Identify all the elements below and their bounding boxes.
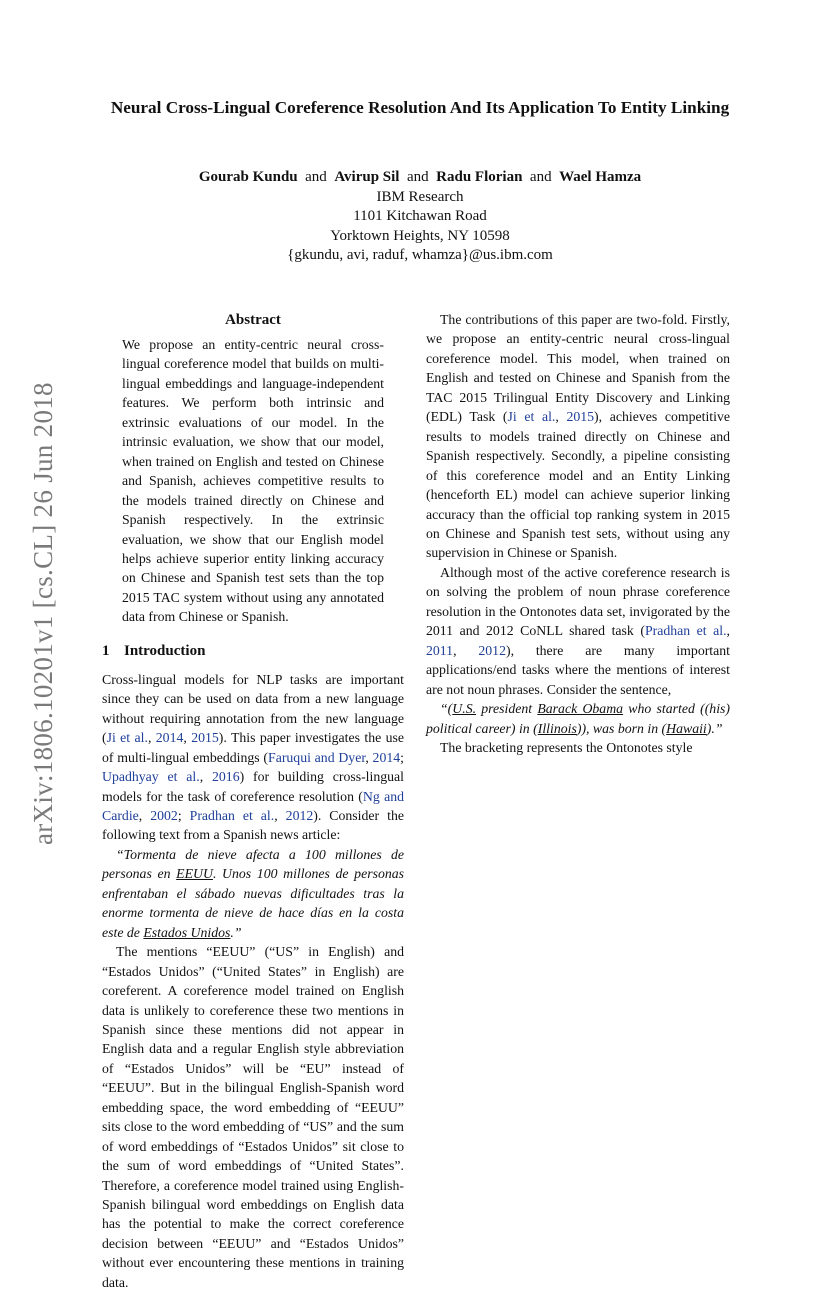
text-run: , xyxy=(726,623,730,639)
text-run: .” xyxy=(230,924,242,940)
underlined-mention: EEUU xyxy=(176,866,213,882)
citation-link[interactable]: 2011 xyxy=(426,642,454,658)
citation-link[interactable]: Pradhan et al. xyxy=(644,623,727,639)
underlined-mention: Barack Obama xyxy=(537,701,624,717)
text-run: ; xyxy=(400,749,404,765)
paragraph: The mentions “EEUU” (“US” in English) and “Estados Unidos” (“United States” in English) are coreferent. A coreference model trained on English data is unlikely to coreference these two mentions in Spanish since these mentions did not appear in English data and a regular English style abbreviation of “Estados Unidos” will be “EU” instead of “EEUU”. But in the bilingual English-Spanish word embedding space, the word embedding of “EEUU” sits close to the word embedding of “US” and the sum of word embeddings of “Estados Unidos” sit close to the sum of word embeddings of “United States”. Therefore, a coreference model trained using English-Spanish bilingual word embeddings on English data has the potential to make the correct coreference decision between “EEUU” and “Estados Unidos” without ever encountering these mentions in training data. xyxy=(102,944,404,1290)
text-run: , xyxy=(274,807,286,823)
citation-link[interactable]: 2012 xyxy=(285,807,314,823)
citation-link[interactable]: Pradhan et al. xyxy=(189,807,275,823)
text-run: , xyxy=(183,730,192,746)
text-run: The contributions of this paper are two-fold. Firstly, we propose an entity-centric neural cross-lingual coreference model. This model, when trained on English and tested on Chinese and Spanish from the TAC 2015 Trilingual Entity Discovery and Linking (EDL) Task ( xyxy=(426,312,730,425)
address-line: 1101 Kitchawan Road xyxy=(353,208,487,225)
abstract xyxy=(102,335,404,627)
section-title: Introduction xyxy=(124,642,206,659)
underlined-mention: Hawaii xyxy=(666,720,707,736)
text-run: , xyxy=(147,730,156,746)
citation-link[interactable]: Ng and Cardie xyxy=(102,788,404,823)
text-run: , xyxy=(138,807,151,823)
underlined-mention: Estados Unidos xyxy=(143,924,231,940)
left-column xyxy=(102,310,404,1292)
arxiv-identifier: arXiv:1806.10201v1 [cs.CL] 26 Jun 2018 xyxy=(28,382,58,845)
text-run: “( xyxy=(440,701,453,717)
citation-link[interactable]: 2015 xyxy=(566,409,595,425)
author-connector: and xyxy=(529,169,552,185)
underlined-mention: Illinois xyxy=(537,720,577,736)
example-quote-english xyxy=(426,699,730,738)
author-connector: and xyxy=(406,169,429,185)
citation-link[interactable]: Ji et al. xyxy=(507,409,556,425)
author-emails: {gkundu, avi, raduf, whamza}@us.ibm.com xyxy=(287,247,553,264)
text-run: ), achieves competitive results to models trained directly on Chinese and Spanish respectively. Secondly, a pipeline consisting of this coreference model and an Entity Linking (henceforth EL) model can achieve superior linking accuracy than the official top ranking system in 2015 on Chinese and Spanish test sets, without using any supervision in Chinese or Spanish. xyxy=(426,409,730,561)
author-name: Wael Hamza xyxy=(559,169,642,185)
text-run: who started ((his) political career) in ( xyxy=(426,701,730,736)
text-run: , xyxy=(555,409,567,425)
citation-link[interactable]: 2014 xyxy=(155,730,184,746)
author-connector: and xyxy=(305,169,327,185)
author-name: Avirup Sil xyxy=(334,169,400,185)
text-run: ). Consider the following text from a Spanish news article: xyxy=(102,807,404,843)
text-run: , xyxy=(453,642,479,658)
author-block xyxy=(100,168,740,266)
underlined-mention: U.S. xyxy=(452,701,477,717)
paragraph xyxy=(426,310,730,563)
citation-link[interactable]: Faruqui and Dyer xyxy=(268,749,366,765)
abstract-text: We propose an entity-centric neural cross-lingual coreference model that builds on multi-lingual embeddings and language-independent features. We perform both intrinsic and extrinsic evaluations of our model. In the intrinsic evaluation, we show that our model, when trained on English and tested on Chinese and Spanish, achieves competitive results to the models trained directly on Chinese and Spanish respectively. In the extrinsic evaluation, we show that our English model helps achieve superior entity linking accuracy on Chinese and Spanish test sets than the top 2015 TAC system without using any annotated data from Chinese or Spanish. xyxy=(122,337,384,625)
text-run: )), was born in ( xyxy=(576,720,667,736)
citation-link[interactable]: 2014 xyxy=(372,749,401,765)
citation-link[interactable]: 2012 xyxy=(478,642,506,658)
section-number: 1 xyxy=(102,642,110,659)
author-name: Gourab Kundu xyxy=(198,169,298,185)
text-run: Although most of the active coreference research is on solving the problem of noun phrase coreference resolution in the Ontonotes data set, invigorated by the 2011 and 2012 CoNLL shared task ( xyxy=(426,564,730,639)
text-run: president xyxy=(476,701,538,717)
text-run: ; xyxy=(177,807,190,823)
text-run: , xyxy=(365,749,373,765)
text-run: ), there are many important applications/end tasks where the mentions of interest are not noun phrases. Consider the sentence, xyxy=(426,642,730,697)
abstract-heading: Abstract xyxy=(225,312,281,328)
text-run: ). This paper investigates the use of multi-lingual embeddings ( xyxy=(102,730,405,765)
right-column xyxy=(426,310,730,757)
paragraph xyxy=(102,670,404,845)
paper-title: Neural Cross-Lingual Coreference Resolution And Its Application To Entity Linking xyxy=(110,98,730,117)
section-heading xyxy=(102,641,404,661)
example-quote-spanish xyxy=(102,845,404,942)
text-run: “Tormenta de nieve afecta a 100 millones de personas en xyxy=(102,846,404,882)
citation-link[interactable]: Ji et al. xyxy=(106,730,148,746)
text-run: , xyxy=(199,769,212,785)
citation-link[interactable]: 2002 xyxy=(150,807,178,823)
text-run: Cross-lingual models for NLP tasks are important since they can be used on data from a new language without requiring annotation from the new language ( xyxy=(102,671,404,746)
affiliation: IBM Research xyxy=(376,188,464,205)
text-run: . Unos 100 millones de personas enfrentaban el sábado nuevas dificultades tras la enorme tormenta de nieve de hace días en la costa este de xyxy=(102,866,405,940)
author-name: Radu Florian xyxy=(436,169,523,185)
text-run: ).” xyxy=(706,720,723,736)
citation-link[interactable]: 2015 xyxy=(191,730,219,746)
paragraph: The bracketing represents the Ontonotes style xyxy=(440,739,693,755)
author-names xyxy=(100,168,740,188)
text-run: ) for building cross-lingual models for the task of coreference resolution ( xyxy=(102,769,405,804)
citation-link[interactable]: 2016 xyxy=(212,769,240,785)
address-line: Yorktown Heights, NY 10598 xyxy=(330,227,510,244)
paragraph xyxy=(426,563,730,699)
citation-link[interactable]: Upadhyay et al. xyxy=(102,769,200,785)
